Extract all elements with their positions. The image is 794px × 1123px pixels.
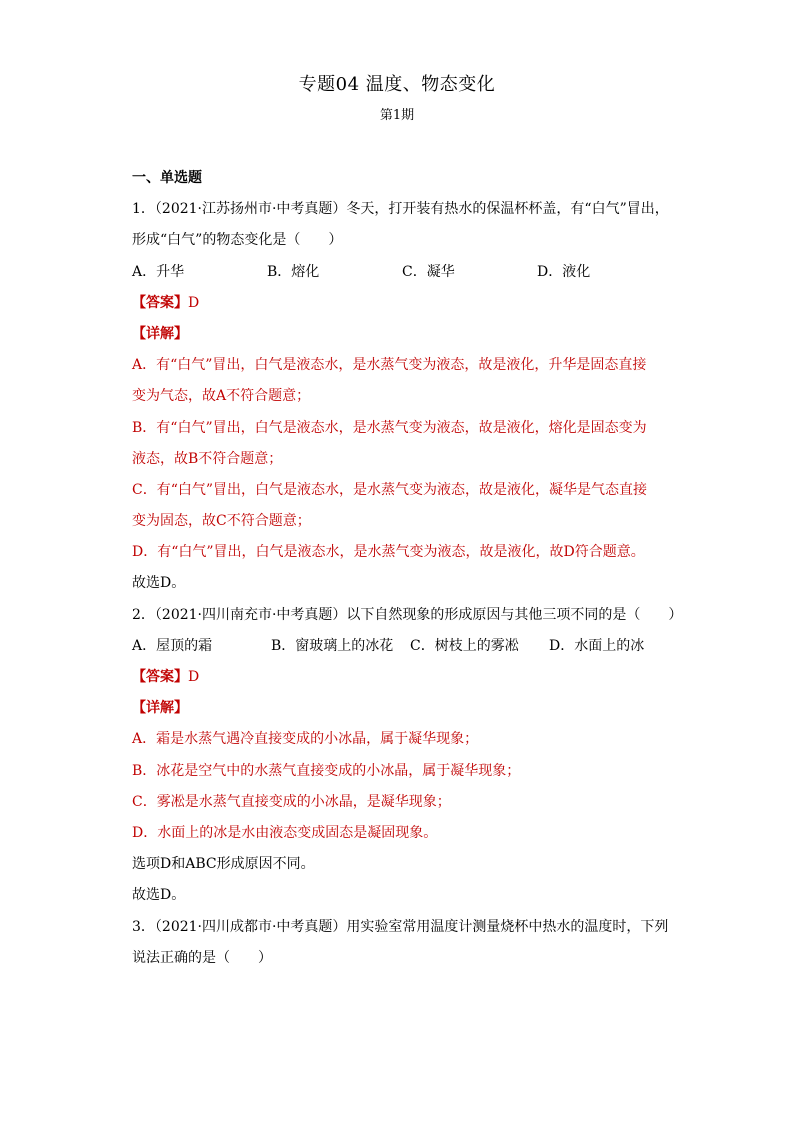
q2-detail-line-1: A．霜是水蒸气遇冷直接变成的小冰晶，属于凝华现象； xyxy=(132,731,479,748)
q2-option-a: A．屋顶的霜 xyxy=(132,637,213,654)
page-title: 专题04 温度、物态变化 xyxy=(298,74,496,95)
q1-stem-line-1: 1．（2021·江苏扬州市·中考真题）冬天，打开装有热水的保温杯杯盖，有“白气”冒出， xyxy=(132,201,669,218)
q2-detail-line-4: D．水面上的冰是水由液态变成固态是凝固现象。 xyxy=(132,824,438,841)
q2-conclusion: 故选D。 xyxy=(132,887,186,904)
q1-conclusion: 故选D。 xyxy=(132,575,186,592)
q1-detail-line-3: B．有“白气”冒出，白气是液态水，是水蒸气变为液态，故是液化，熔化是固态变为 xyxy=(132,419,647,436)
q1-option-b: B．熔化 xyxy=(267,263,320,280)
q2-extra: 选项D和ABC形成原因不同。 xyxy=(132,856,315,873)
q2-option-d: D．水面上的冰 xyxy=(549,637,645,654)
q1-options xyxy=(132,257,672,288)
q2-option-c: C．树枝上的雾凇 xyxy=(410,637,519,654)
q1-answer-label: 【答案】 xyxy=(132,294,188,311)
q3-stem-line-2: 说法正确的是（ ） xyxy=(132,949,272,966)
q1-detail-line-5: C．有“白气”冒出，白气是液态水，是水蒸气变为液态，故是液化，凝华是气态直接 xyxy=(132,481,648,498)
q2-answer-value: D xyxy=(188,669,200,685)
q1-detail-line-1: A．有“白气”冒出，白气是液态水，是水蒸气变为液态，故是液化，升华是固态直接 xyxy=(132,357,647,374)
q1-stem-line-2: 形成“白气”的物态变化是（ ） xyxy=(132,232,343,249)
q2-option-b: B．窗玻璃上的冰花 xyxy=(271,637,394,654)
q2-stem-line-1: 2．（2021·四川南充市·中考真题）以下自然现象的形成原因与其他三项不同的是（ ） xyxy=(132,606,683,623)
q1-answer-value: D xyxy=(188,294,200,311)
q1-answer xyxy=(132,288,672,319)
q2-answer xyxy=(132,662,672,693)
document-body xyxy=(132,163,683,974)
q2-detail-label: 【详解】 xyxy=(132,700,188,717)
q1-detail-line-4: 液态，故B不符合题意； xyxy=(132,450,283,467)
q2-answer-label: 【答案】 xyxy=(132,669,188,685)
q1-detail-label: 【详解】 xyxy=(132,325,188,342)
q1-detail-line-2: 变为气态，故A不符合题意； xyxy=(132,388,311,405)
q1-option-d: D．液化 xyxy=(537,263,591,280)
q2-detail-line-2: B．冰花是空气中的水蒸气直接变成的小冰晶，属于凝华现象； xyxy=(132,762,521,779)
q1-option-a: A．升华 xyxy=(132,263,185,280)
q1-detail-line-6: 变为固态，故C不符合题意； xyxy=(132,513,311,530)
q1-detail-line-7: D．有“白气”冒出，白气是液态水，是水蒸气变为液态，故是液化，故D符合题意。 xyxy=(132,544,645,561)
q2-options xyxy=(132,631,672,662)
q3-stem-line-1: 3．（2021·四川成都市·中考真题）用实验室常用温度计测量烧杯中热水的温度时，下列 xyxy=(132,918,669,935)
page-subtitle: 第1期 xyxy=(379,108,415,123)
section-heading: 一、单选题 xyxy=(132,170,202,186)
q2-detail-line-3: C．雾凇是水蒸气直接变成的小冰晶，是凝华现象； xyxy=(132,793,451,810)
q1-option-c: C．凝华 xyxy=(402,263,455,280)
